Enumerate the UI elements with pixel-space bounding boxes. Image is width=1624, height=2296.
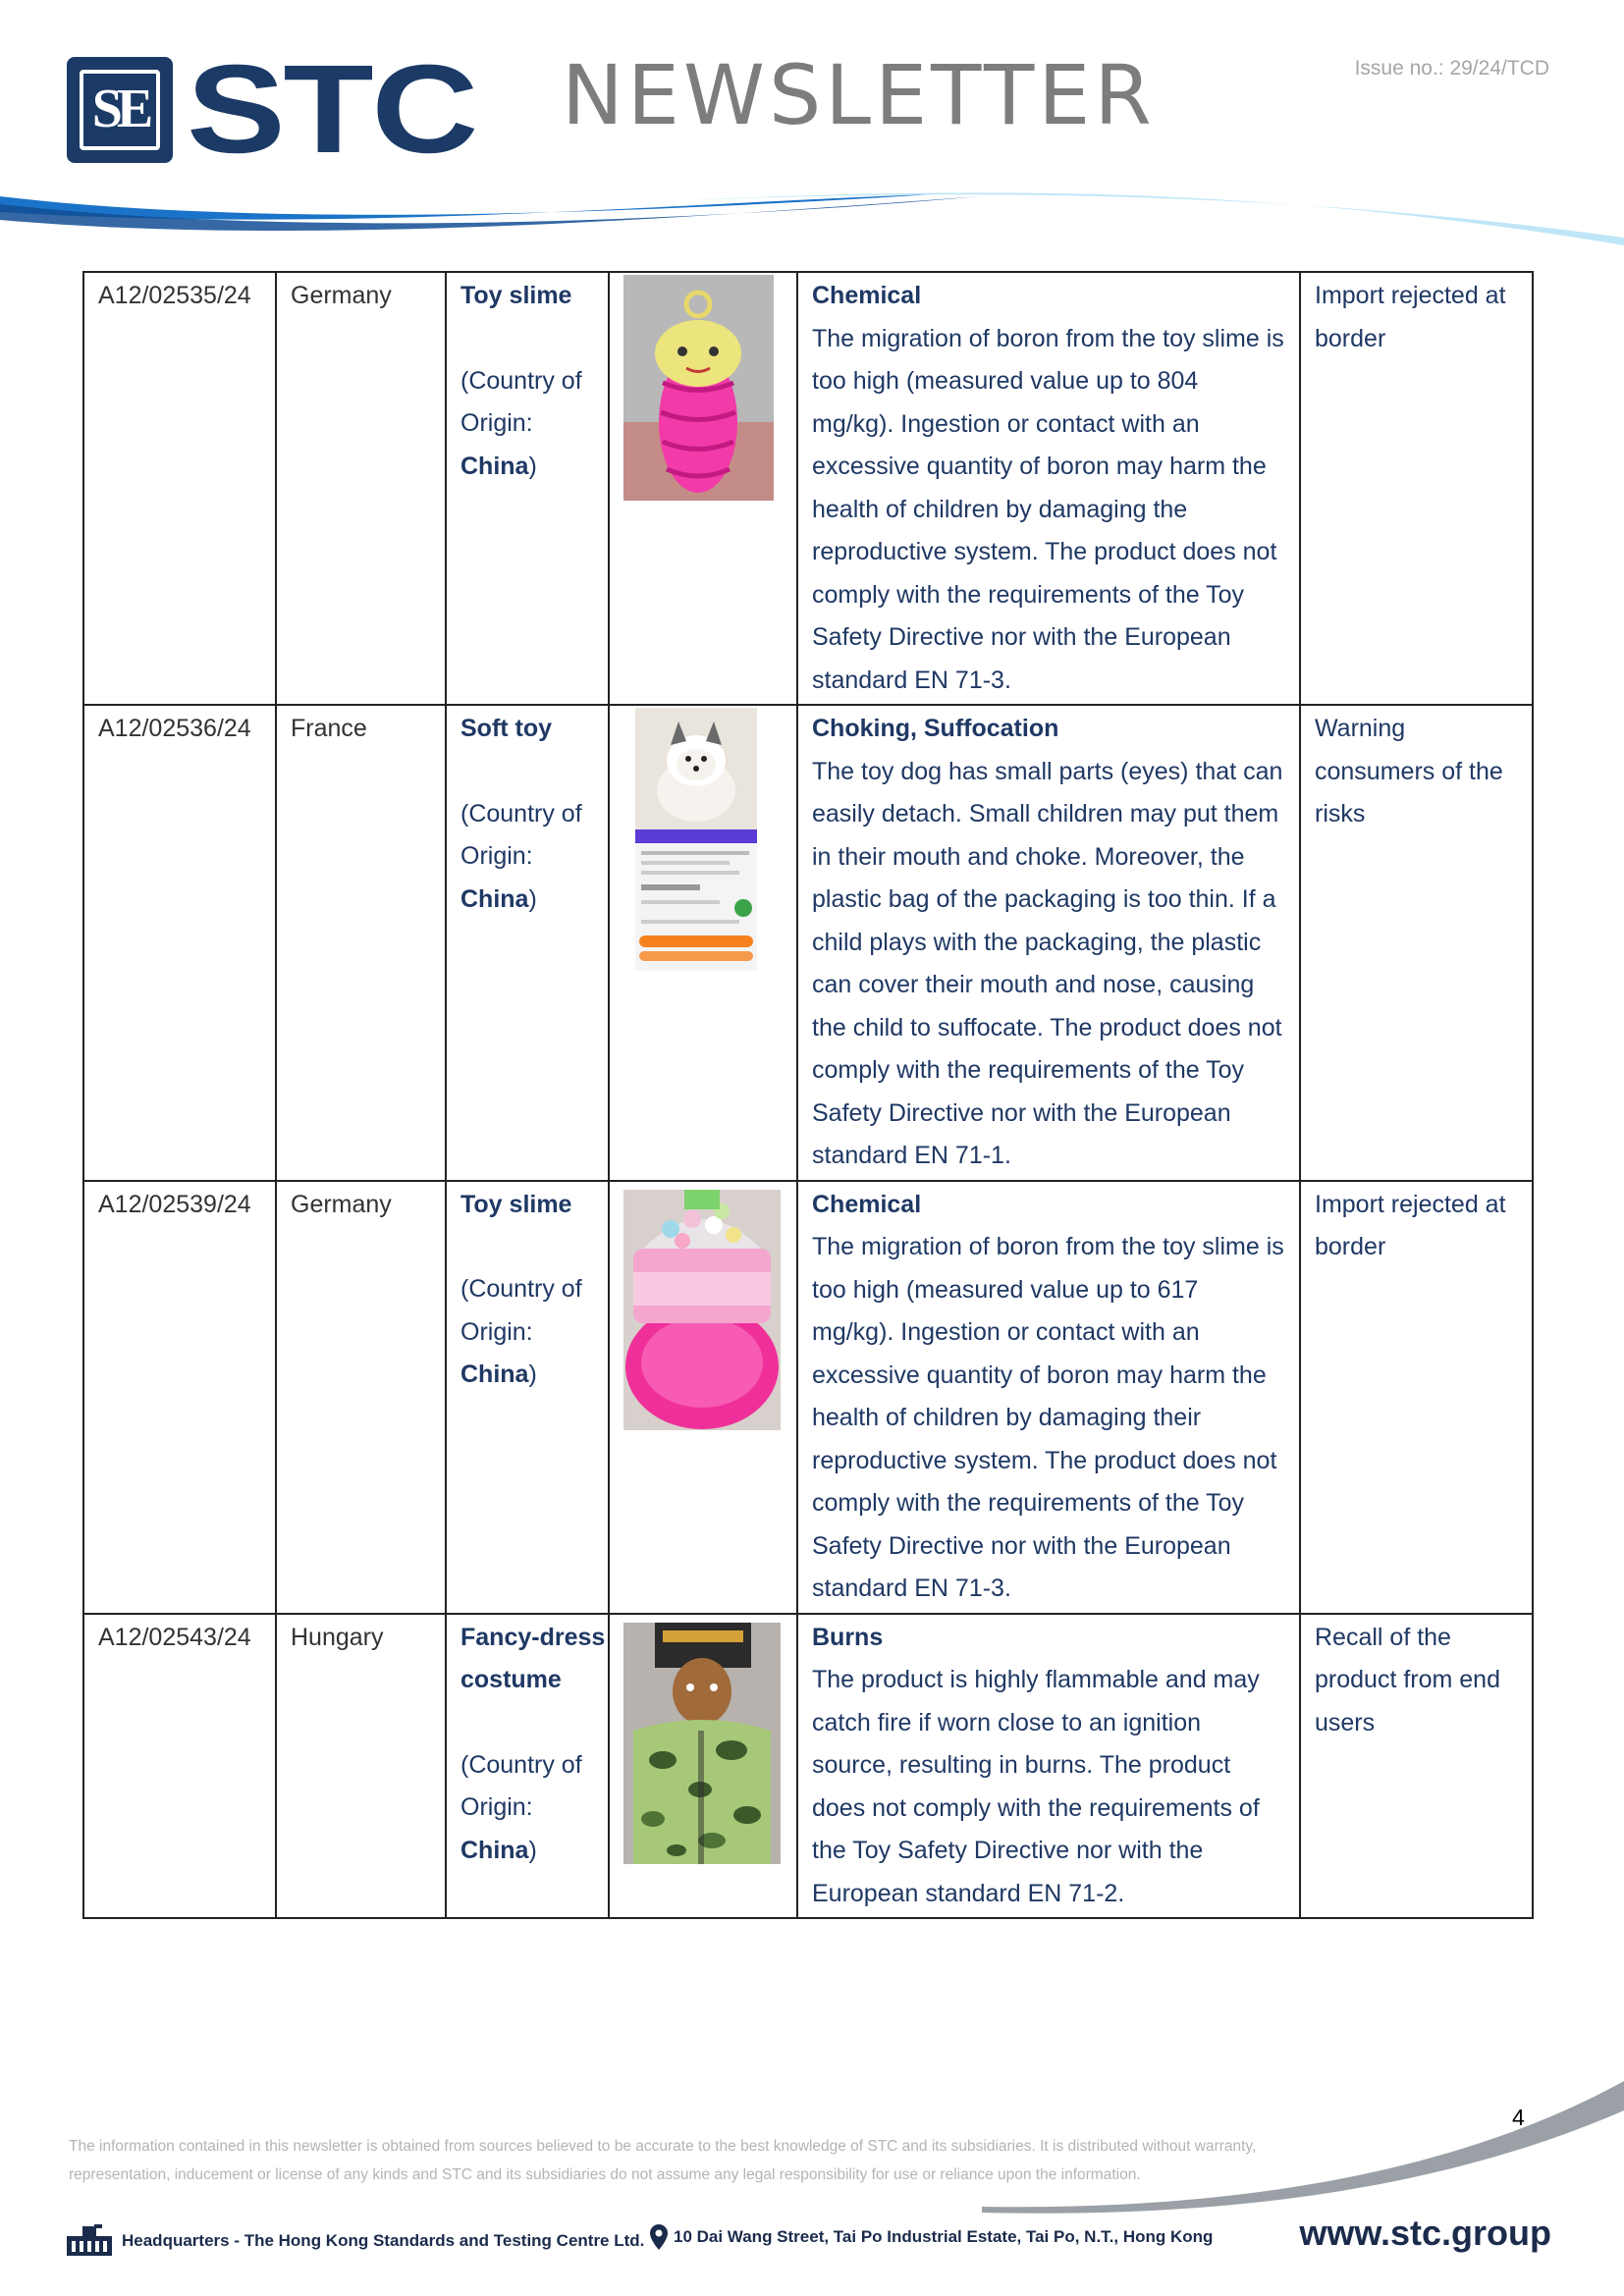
website-link[interactable]: www.stc.group <box>1299 2213 1551 2253</box>
table-row <box>83 705 1533 1181</box>
country-of-origin: (Country of Origin: China) <box>460 366 582 480</box>
logo-wordmark: STC <box>187 39 476 180</box>
product-cell <box>446 272 609 705</box>
product-cell <box>446 1181 609 1614</box>
product-cell <box>446 705 609 1181</box>
address-text: 10 Dai Wang Street, Tai Po Industrial Estate, Tai Po, N.T., Hong Kong <box>674 2227 1214 2246</box>
location-pin-icon <box>650 2224 668 2250</box>
hazard-cell <box>797 705 1300 1181</box>
country-of-origin: (Country of Origin: China) <box>460 1750 582 1864</box>
product-image-slime-jar <box>623 275 774 501</box>
reference-number: A12/02539/24 <box>83 1181 276 1614</box>
notifying-country: France <box>276 705 446 1181</box>
hazard-description: The migration of boron from the toy slime is too high (measured value up to 804 mg/kg). Ingestion or contact with an excessive quantity of boron may harm the health of children by damaging the reproductive system. The product does not comply with the requirements of the Toy Safety Directive nor with the European standard EN 71-3. <box>812 324 1284 694</box>
product-name: Fancy-dress costume <box>460 1623 606 1693</box>
product-image-cell <box>609 1181 797 1614</box>
issue-number: Issue no.: 29/24/TCD <box>1354 57 1549 80</box>
address-line <box>650 2224 1213 2250</box>
disclaimer: The information contained in this newsletter is obtained from sources believed to be accurate to the best knowledge of STC and its subsidiaries. It is distributed without warranty, representation, inducement or license of any kinds and STC and its subsidiaries do not assume any legal responsibility for use or reliance upon the information. <box>69 2138 1257 2183</box>
stc-logo-icon: SE <box>67 57 173 163</box>
building-icon <box>65 2224 114 2258</box>
hazard-type: Chemical <box>812 1190 922 1218</box>
stc-logo <box>67 39 476 180</box>
hazard-cell <box>797 272 1300 705</box>
product-name: Toy slime <box>460 282 572 309</box>
measures-taken: Import rejected at border <box>1300 1181 1533 1614</box>
product-image-cell <box>609 705 797 1181</box>
country-of-origin: (Country of Origin: China) <box>460 1275 582 1388</box>
product-name: Toy slime <box>460 1190 572 1218</box>
header-swoosh-decoration <box>0 187 1624 265</box>
hazard-type: Burns <box>812 1623 884 1651</box>
page-number: 4 <box>1512 2105 1525 2130</box>
hazard-description: The product is highly flammable and may catch fire if worn close to an ignition source, resulting in burns. The product does not comply with the requirements of the Toy Safety Directive nor with the European standard EN 71-2. <box>812 1666 1260 1907</box>
product-image-slime-candy-jar <box>623 1190 781 1430</box>
hazard-description: The toy dog has small parts (eyes) that can easily detach. Small children may put them in their mouth and choke. Moreover, the plastic bag of the packaging is too thin. If a child plays with the packaging, the plastic can cover their mouth and nose, causing the child to suffocate. The product does not comply with the requirements of the Toy Safety Directive nor with the European standard EN 71-1. <box>812 757 1283 1169</box>
notifying-country: Germany <box>276 272 446 705</box>
product-image-camouflage-costume <box>623 1623 781 1864</box>
notifying-country: Germany <box>276 1181 446 1614</box>
hazard-cell <box>797 1181 1300 1614</box>
recall-table <box>82 271 1534 1919</box>
product-cell <box>446 1614 609 1919</box>
table-row <box>83 1614 1533 1919</box>
table-row <box>83 272 1533 705</box>
notifying-country: Hungary <box>276 1614 446 1919</box>
reference-number: A12/02536/24 <box>83 705 276 1181</box>
product-image-cell <box>609 1614 797 1919</box>
measures-taken: Warning consumers of the risks <box>1300 705 1533 1181</box>
product-image-cell <box>609 272 797 705</box>
reference-number: A12/02543/24 <box>83 1614 276 1919</box>
hazard-type: Choking, Suffocation <box>812 715 1059 742</box>
table-row <box>83 1181 1533 1614</box>
reference-number: A12/02535/24 <box>83 272 276 705</box>
hazard-description: The migration of boron from the toy slime is too high (measured value up to 617 mg/kg). Ingestion or contact with an excessive quantity of boron may harm the health of children by damaging their reproductive system. The product does not comply with the requirements of the Toy Safety Directive nor with the European standard EN 71-3. <box>812 1233 1284 1602</box>
country-of-origin: (Country of Origin: China) <box>460 799 582 913</box>
product-image-plush-dog-listing <box>635 708 757 971</box>
headquarters-text: Headquarters - The Hong Kong Standards and Testing Centre Ltd. <box>122 2231 645 2250</box>
headquarters-line <box>65 2224 644 2258</box>
measures-taken: Recall of the product from end users <box>1300 1614 1533 1919</box>
hazard-cell <box>797 1614 1300 1919</box>
product-name: Soft toy <box>460 715 553 742</box>
page-title: NEWSLETTER <box>562 47 1156 143</box>
measures-taken: Import rejected at border <box>1300 272 1533 705</box>
hazard-type: Chemical <box>812 282 922 309</box>
